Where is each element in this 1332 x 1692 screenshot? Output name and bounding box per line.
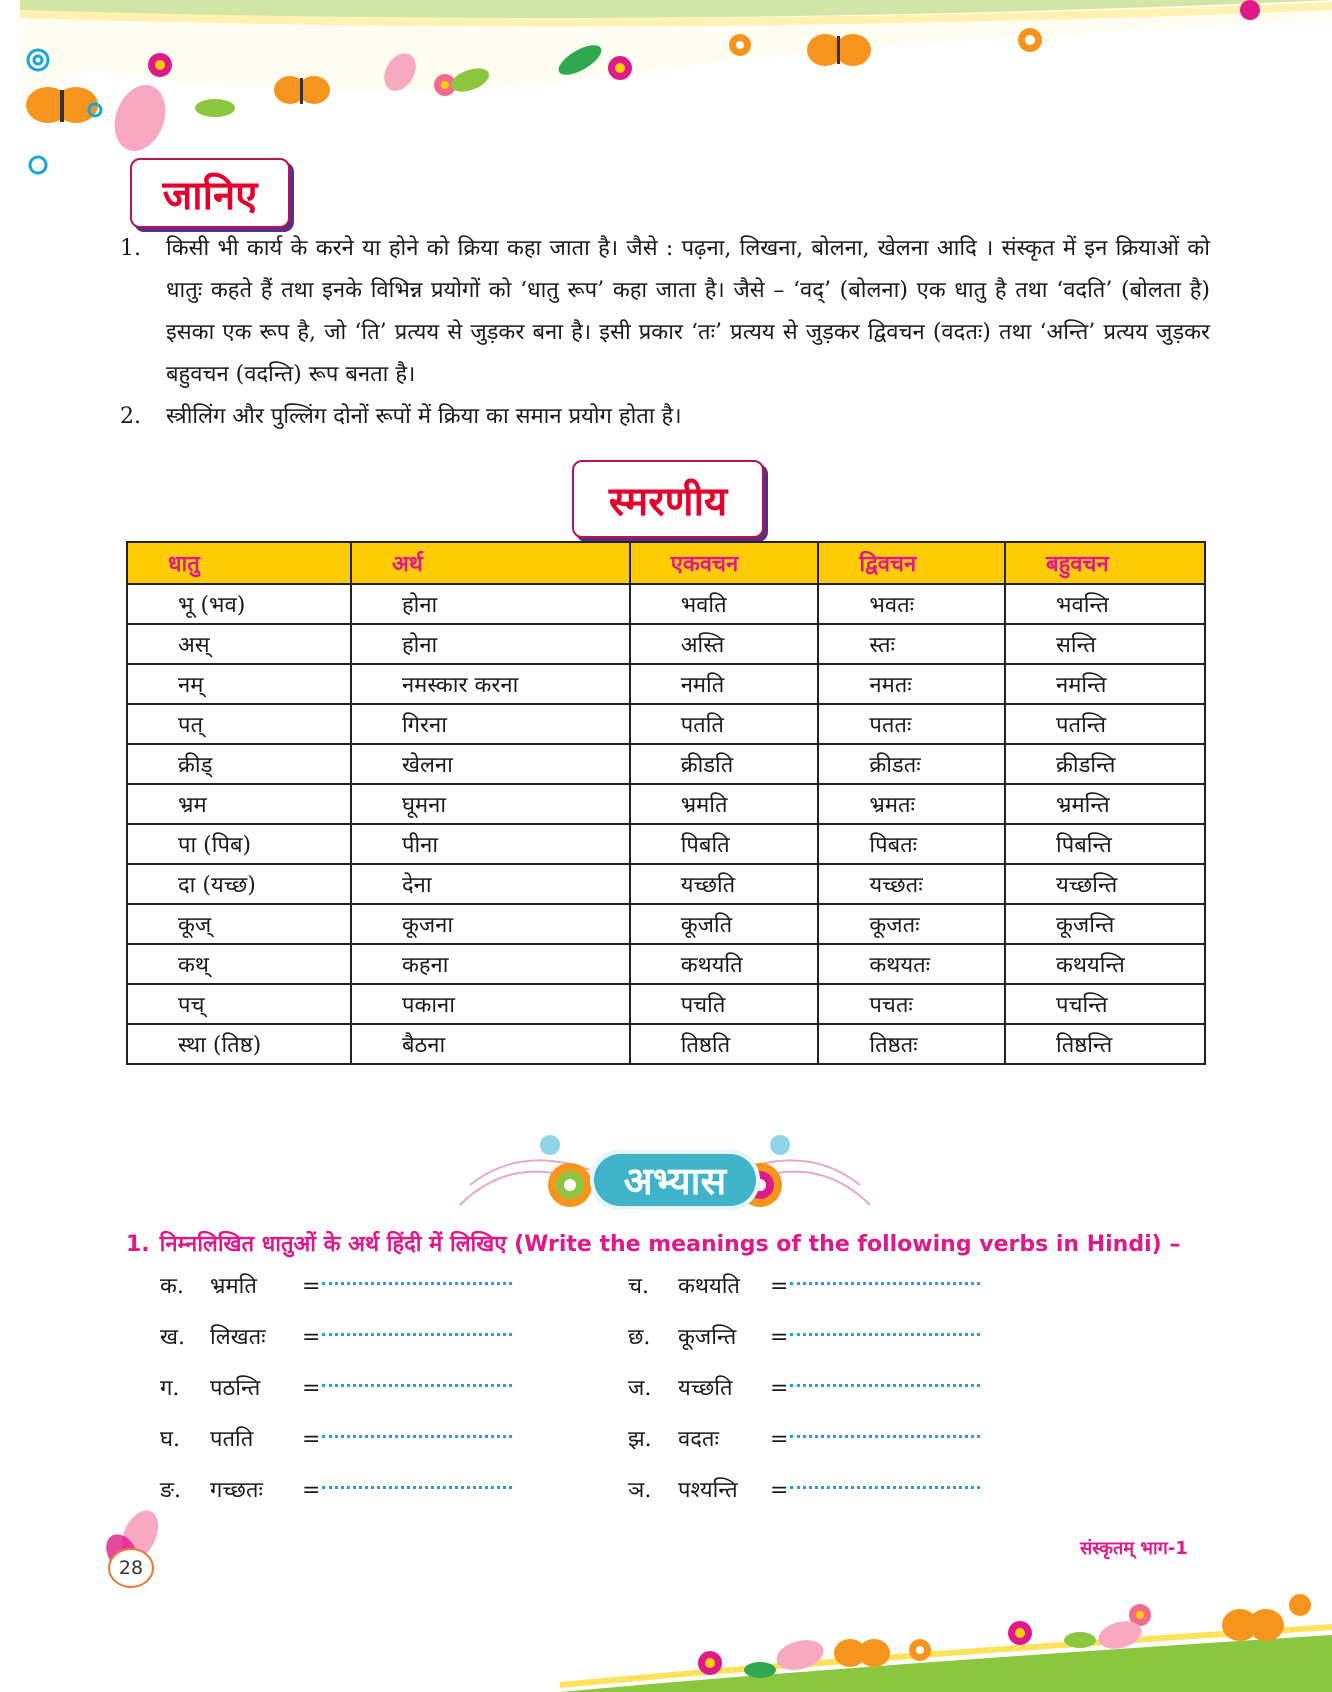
equals-sign: = bbox=[302, 1325, 321, 1350]
table-row bbox=[127, 864, 1205, 904]
table-cell: नमन्ति bbox=[1005, 664, 1205, 704]
exercise-word: पश्यन्ति bbox=[678, 1478, 738, 1503]
table-cell: बैठना bbox=[351, 1024, 630, 1064]
table-cell: भवति bbox=[630, 584, 819, 624]
exercise-item bbox=[628, 1474, 980, 1525]
janiye-title: जानिए bbox=[162, 172, 258, 219]
exercise-letter: ग. bbox=[160, 1376, 180, 1401]
table-body bbox=[127, 584, 1205, 1064]
header-dhatu: धातु bbox=[127, 542, 351, 584]
table-cell: पिबति bbox=[630, 824, 819, 864]
exercise-letter: घ. bbox=[160, 1427, 180, 1452]
note-item bbox=[120, 396, 1210, 438]
equals-sign: = bbox=[770, 1325, 789, 1350]
table-cell: पचतः bbox=[818, 984, 1005, 1024]
table-cell: कहना bbox=[351, 944, 630, 984]
table-cell: तिष्ठतः bbox=[818, 1024, 1005, 1064]
table-cell: कूजना bbox=[351, 904, 630, 944]
table-cell: पिबतः bbox=[818, 824, 1005, 864]
exercise-word: भ्रमति bbox=[210, 1274, 257, 1299]
top-decorative-banner bbox=[0, 0, 1332, 175]
book-title: संस्कृतम् भाग-1 bbox=[1080, 1538, 1188, 1559]
note-item bbox=[120, 228, 1210, 396]
answer-blank[interactable] bbox=[790, 1272, 980, 1285]
table-cell: स्था (तिष्ठ) bbox=[127, 1024, 351, 1064]
exercise-word: कूजन्ति bbox=[678, 1325, 737, 1350]
table-row bbox=[127, 784, 1205, 824]
exercise-letter: छ. bbox=[628, 1325, 651, 1350]
answer-blank[interactable] bbox=[790, 1374, 980, 1387]
janiye-heading bbox=[130, 158, 290, 228]
exercise-word: गच्छतः bbox=[210, 1478, 263, 1503]
exercise-item bbox=[628, 1423, 980, 1474]
note-number: 2. bbox=[120, 404, 141, 429]
table-cell: भ्रमति bbox=[630, 784, 819, 824]
exercise-item bbox=[628, 1372, 980, 1423]
table-cell: पत् bbox=[127, 704, 351, 744]
exercise-left-column bbox=[160, 1270, 512, 1525]
page-number: 28 bbox=[108, 1548, 154, 1588]
exercise-item bbox=[628, 1270, 980, 1321]
table-cell: पतन्ति bbox=[1005, 704, 1205, 744]
table-cell: पच् bbox=[127, 984, 351, 1024]
exercise-letter: ञ. bbox=[628, 1478, 652, 1503]
exercise-question bbox=[126, 1228, 1226, 1258]
table-row bbox=[127, 744, 1205, 784]
table-cell: कूजन्ति bbox=[1005, 904, 1205, 944]
answer-blank[interactable] bbox=[322, 1374, 512, 1387]
table-cell: घूमना bbox=[351, 784, 630, 824]
exercise-word: यच्छति bbox=[678, 1376, 733, 1401]
table-cell: कूज् bbox=[127, 904, 351, 944]
table-row bbox=[127, 944, 1205, 984]
table-cell: पीना bbox=[351, 824, 630, 864]
table-row bbox=[127, 904, 1205, 944]
table-cell: पचति bbox=[630, 984, 819, 1024]
equals-sign: = bbox=[770, 1427, 789, 1452]
table-cell: स्तः bbox=[818, 624, 1005, 664]
table-cell: कथयन्ति bbox=[1005, 944, 1205, 984]
table-cell: पचन्ति bbox=[1005, 984, 1205, 1024]
butterfly-icon bbox=[26, 87, 98, 123]
table-cell: कूजतः bbox=[818, 904, 1005, 944]
table-cell: क्रीड् bbox=[127, 744, 351, 784]
table-cell: क्रीडन्ति bbox=[1005, 744, 1205, 784]
table-cell: अस् bbox=[127, 624, 351, 664]
exercise-item bbox=[160, 1423, 512, 1474]
equals-sign: = bbox=[302, 1376, 321, 1401]
butterfly-icon bbox=[274, 76, 330, 104]
exercise-letter: क. bbox=[160, 1274, 184, 1299]
table-cell: भवन्ति bbox=[1005, 584, 1205, 624]
table-cell: पकाना bbox=[351, 984, 630, 1024]
exercise-word: पठन्ति bbox=[210, 1376, 261, 1401]
table-cell: पा (पिब) bbox=[127, 824, 351, 864]
exercise-word: कथयति bbox=[678, 1274, 740, 1299]
table-cell: भ्रम bbox=[127, 784, 351, 824]
table-row bbox=[127, 624, 1205, 664]
header-arth: अर्थ bbox=[351, 542, 630, 584]
table-cell: कथयतः bbox=[818, 944, 1005, 984]
equals-sign: = bbox=[302, 1274, 321, 1299]
table-cell: यच्छति bbox=[630, 864, 819, 904]
table-cell: क्रीडति bbox=[630, 744, 819, 784]
table-cell: कथयति bbox=[630, 944, 819, 984]
verb-forms-table bbox=[126, 541, 1206, 1065]
table-cell: दा (यच्छ) bbox=[127, 864, 351, 904]
table-cell: नमति bbox=[630, 664, 819, 704]
table-cell: होना bbox=[351, 624, 630, 664]
table-row bbox=[127, 1024, 1205, 1064]
table-cell: भू (भव) bbox=[127, 584, 351, 624]
table-row bbox=[127, 704, 1205, 744]
butterfly-icon bbox=[807, 34, 871, 66]
table-cell: पतति bbox=[630, 704, 819, 744]
smaraniya-title: स्मरणीय bbox=[608, 478, 728, 525]
exercise-letter: ङ. bbox=[160, 1478, 182, 1503]
table-cell: गिरना bbox=[351, 704, 630, 744]
abhyas-heading bbox=[590, 1150, 760, 1210]
exercise-item bbox=[160, 1321, 512, 1372]
table-cell: पततः bbox=[818, 704, 1005, 744]
answer-blank[interactable] bbox=[322, 1323, 512, 1336]
table-cell: यच्छतः bbox=[818, 864, 1005, 904]
exercise-letter: ज. bbox=[628, 1376, 652, 1401]
answer-blank[interactable] bbox=[322, 1476, 512, 1489]
table-cell: कथ् bbox=[127, 944, 351, 984]
bottom-decorative-banner bbox=[560, 1545, 1332, 1692]
table-cell: भ्रमन्ति bbox=[1005, 784, 1205, 824]
table-cell: नमस्कार करना bbox=[351, 664, 630, 704]
question-number: 1. bbox=[126, 1232, 150, 1257]
equals-sign: = bbox=[302, 1478, 321, 1503]
table-cell: कूजति bbox=[630, 904, 819, 944]
answer-blank[interactable] bbox=[322, 1272, 512, 1285]
table-row bbox=[127, 664, 1205, 704]
table-cell: भ्रमतः bbox=[818, 784, 1005, 824]
equals-sign: = bbox=[770, 1274, 789, 1299]
exercise-item bbox=[160, 1372, 512, 1423]
answer-blank[interactable] bbox=[790, 1425, 980, 1438]
table-header-row bbox=[127, 542, 1205, 584]
exercise-item bbox=[160, 1270, 512, 1321]
exercise-letter: ख. bbox=[160, 1325, 185, 1350]
header-dvivachan: द्विवचन bbox=[818, 542, 1005, 584]
table-cell: होना bbox=[351, 584, 630, 624]
table-cell: तिष्ठति bbox=[630, 1024, 819, 1064]
note-text: किसी भी कार्य के करने या होने को क्रिया कहा जाता है। जैसे : पढ़ना, लिखना, बोलना, खेलना आदि । संस्कृत में इन क्रियाओं को धातुः कहते हैं तथा इनके विभिन्न प्रयोगों को ‘धातु रूप’ कहा जाता है। जैसे – ‘वद्’ (बोलना) एक धातु है तथा ‘वदति’ (बोलता है) इसका एक रूप है, जो ‘ति’ प्रत्यय से जुड़कर बना है। इसी प्रकार ‘तः’ प्रत्यय से जुड़कर द्विवचन (वदतः) तथा ‘अन्ति’ प्रत्यय जुड़कर बहुवचन (वदन्ति) रूप बनता है। bbox=[166, 236, 1210, 387]
table-cell: देना bbox=[351, 864, 630, 904]
table-cell: पिबन्ति bbox=[1005, 824, 1205, 864]
header-bahuvachan: बहुवचन bbox=[1005, 542, 1205, 584]
exercise-item bbox=[628, 1321, 980, 1372]
table-cell: सन्ति bbox=[1005, 624, 1205, 664]
table-cell: तिष्ठन्ति bbox=[1005, 1024, 1205, 1064]
table-cell: यच्छन्ति bbox=[1005, 864, 1205, 904]
exercise-word: वदतः bbox=[678, 1427, 719, 1452]
exercise-item bbox=[160, 1474, 512, 1525]
exercise-letter: च. bbox=[628, 1274, 649, 1299]
answer-blank[interactable] bbox=[790, 1323, 980, 1336]
exercise-letter: झ. bbox=[628, 1427, 652, 1452]
answer-blank[interactable] bbox=[322, 1425, 512, 1438]
exercise-word: लिखतः bbox=[210, 1325, 266, 1350]
table-cell: नमतः bbox=[818, 664, 1005, 704]
header-ekavachan: एकवचन bbox=[630, 542, 819, 584]
table-cell: नम् bbox=[127, 664, 351, 704]
question-text: निम्नलिखित धातुओं के अर्थ हिंदी में लिखिए (Write the meanings of the following verbs in Hindi) – bbox=[159, 1232, 1181, 1257]
exercise-right-column bbox=[628, 1270, 980, 1525]
table-row bbox=[127, 824, 1205, 864]
table-row bbox=[127, 984, 1205, 1024]
equals-sign: = bbox=[770, 1376, 789, 1401]
smaraniya-heading bbox=[572, 460, 764, 538]
answer-blank[interactable] bbox=[790, 1476, 980, 1489]
equals-sign: = bbox=[302, 1427, 321, 1452]
note-text: स्त्रीलिंग और पुल्लिंग दोनों रूपों में क्रिया का समान प्रयोग होता है। bbox=[166, 404, 682, 429]
table-cell: क्रीडतः bbox=[818, 744, 1005, 784]
table-cell: भवतः bbox=[818, 584, 1005, 624]
notes-list bbox=[120, 228, 1210, 438]
table-row bbox=[127, 584, 1205, 624]
equals-sign: = bbox=[770, 1478, 789, 1503]
table-cell: अस्ति bbox=[630, 624, 819, 664]
abhyas-title: अभ्यास bbox=[623, 1159, 727, 1203]
table-cell: खेलना bbox=[351, 744, 630, 784]
note-number: 1. bbox=[120, 236, 141, 261]
exercise-word: पतति bbox=[210, 1427, 254, 1452]
